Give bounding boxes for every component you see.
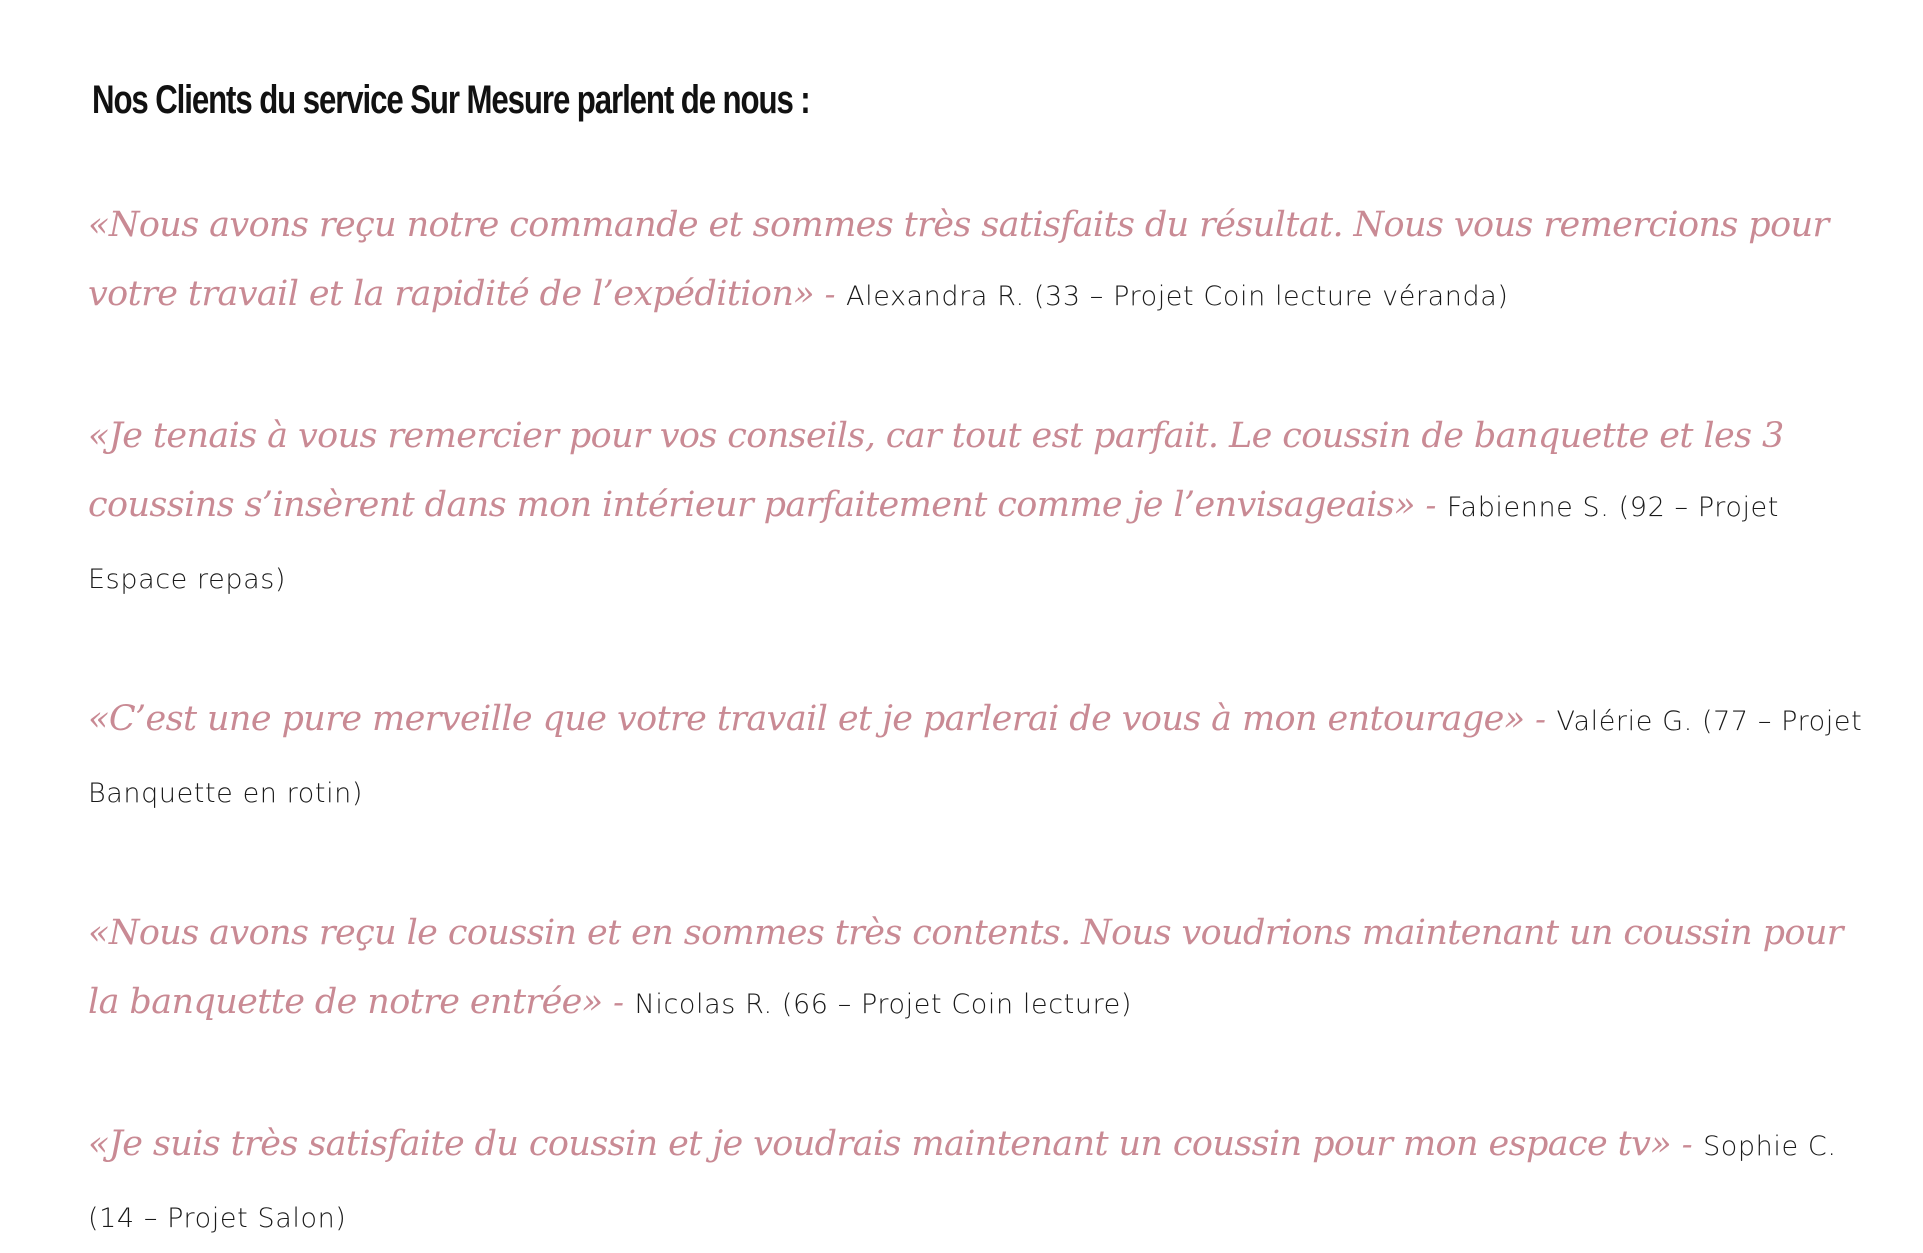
testimonial-author: Fabienne S. (92 – Projet Espace repas) [88, 492, 1779, 595]
testimonial-separator: - [1681, 1125, 1693, 1163]
testimonial-item [88, 898, 1878, 1039]
testimonial-item [88, 684, 1878, 828]
testimonial-quote: «Nous avons reçu notre commande et sommes très satisfaits du résultat. Nous vous remercions pour votre travail et la rapidité de l’expédition» [88, 205, 1829, 314]
testimonial-separator: - [824, 275, 836, 313]
testimonial-author: Nicolas R. (66 – Projet Coin lecture) [634, 989, 1133, 1020]
testimonial-item [88, 401, 1878, 614]
testimonial-item [88, 1109, 1878, 1253]
testimonial-quote: «Je tenais à vous remercier pour vos conseils, car tout est parfait. Le coussin de banquette et les 3 coussins s’insèrent dans mon intérieur parfaitement comme je l’envisageais» [88, 416, 1784, 525]
testimonial-item [88, 190, 1878, 331]
testimonial-author: Valérie G. (77 – Projet Banquette en rotin) [88, 706, 1863, 809]
testimonial-author: Alexandra R. (33 – Projet Coin lecture véranda) [846, 281, 1509, 312]
testimonial-separator: - [1425, 486, 1437, 524]
testimonial-author: Sophie C. (14 – Projet Salon) [88, 1131, 1837, 1234]
testimonial-separator: - [613, 983, 624, 1021]
testimonial-quote: «C’est une pure merveille que votre travail et je parlerai de vous à mon entourage» [88, 699, 1525, 739]
page-title: Nos Clients du service Sur Mesure parlent de nous : [92, 78, 810, 122]
testimonial-quote: «Je suis très satisfaite du coussin et je voudrais maintenant un coussin pour mon espace tv» [88, 1124, 1672, 1164]
testimonial-quote: «Nous avons reçu le coussin et en sommes très contents. Nous voudrions maintenant un coussin pour la banquette de notre entrée» [88, 913, 1843, 1022]
testimonial-separator: - [1535, 700, 1546, 738]
testimonial-list [88, 190, 1878, 1253]
